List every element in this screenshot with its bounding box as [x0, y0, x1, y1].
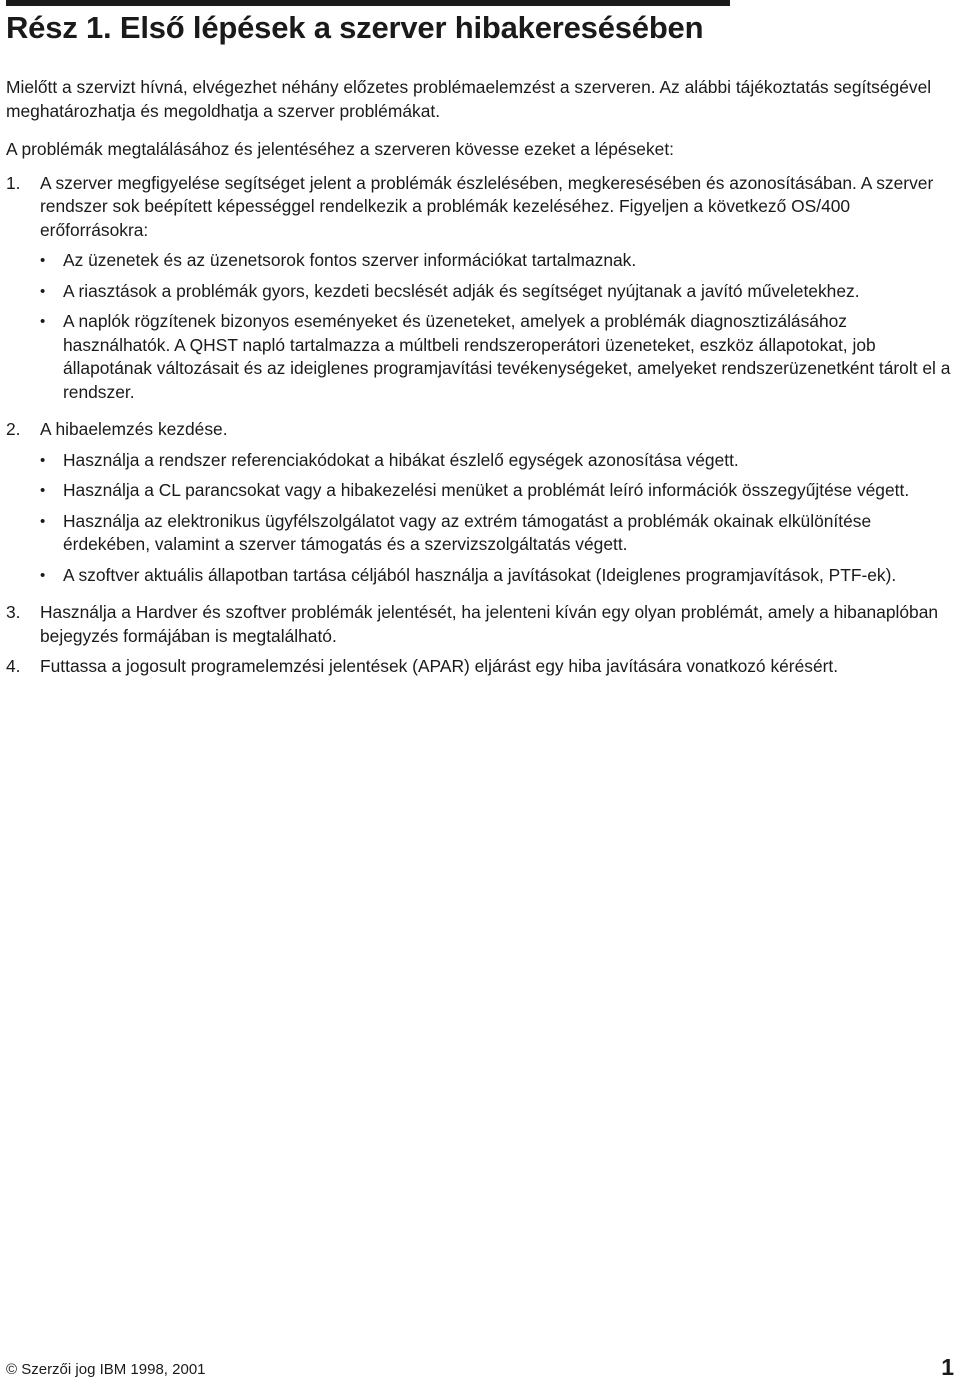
bullet-text: A riasztások a problémák gyors, kezdeti becslését adják és segítséget nyújtanak a javító műveletekhez.: [63, 280, 860, 301]
bullet-item: [40, 249, 956, 273]
step-number: 3.: [6, 602, 21, 622]
step-number: 1.: [6, 172, 21, 193]
step-text: A hibaelemzés kezdése.: [40, 419, 228, 439]
bullet-icon: •: [40, 512, 46, 530]
intro-paragraph: Mielőtt a szervizt hívná, elvégezhet néhány előzetes problémaelemzést a szerveren. Az alábbi tájékoztatás segítségével meghatározhatja és megoldhatja a szerver problémákat.: [6, 77, 932, 121]
step-item: [6, 172, 956, 412]
document-body: [6, 76, 956, 686]
lead-paragraph: A problémák megtalálásához és jelentéséhez a szerveren kövesse ezeket a lépéseket:: [6, 139, 674, 159]
bullet-text: Használja a CL parancsokat vagy a hibakezelési menüket a problémát leíró információk összegyűjtése végett.: [63, 480, 910, 500]
step-item: [6, 601, 956, 648]
bullet-item: [40, 479, 956, 503]
bullet-item: [40, 449, 956, 473]
bullet-text: A szoftver aktuális állapotban tartása céljából használja a javításokat (Ideiglenes programjavítások, PTF-ek).: [63, 564, 897, 585]
bullet-item: [40, 564, 956, 588]
bullet-text: Használja a rendszer referenciakódokat a hibákat észlelő egységek azonosítása végett.: [63, 449, 739, 470]
bullet-icon: •: [40, 252, 46, 269]
bullet-text: A naplók rögzítenek bizonyos eseményeket és üzeneteket, amelyek a problémák diagnosztizálásához használhatók. A QHST napló tartalmazza a múltbeli rendszeroperátori üzeneteket, eszköz állapotokat, job állapotának változásait és az ideiglenes programjavítási tevékenységeket, amelyeket rendszerüzenetként tárolt el a rendszer.: [63, 311, 951, 402]
bullet-item: [40, 310, 956, 404]
step-number: 2.: [6, 419, 21, 439]
step-number: 4.: [6, 656, 21, 676]
bullet-icon: •: [40, 451, 46, 469]
bullet-icon: •: [40, 282, 46, 300]
step-item: [6, 418, 956, 594]
page-title: Rész 1. Első lépések a szerver hibakeresésében: [6, 10, 704, 45]
bullet-list: [40, 449, 956, 588]
bullet-item: [40, 280, 956, 304]
bullet-text: Használja az elektronikus ügyfélszolgálatot vagy az extrém támogatást a problémák okainak elkülönítése érdekében, valamint a szerver támogatás és a szervizszolgáltatás végett.: [63, 510, 872, 554]
copyright-notice: © Szerzői jog IBM 1998, 2001: [6, 1361, 206, 1378]
step-text: Használja a Hardver és szoftver problémák jelentését, ha jelenteni kíván egy olyan problémát, amely a hibanaplóban bejegyzés formájában is megtalálható.: [40, 602, 939, 646]
page-number: 1: [941, 1354, 954, 1380]
header-rule: [6, 0, 730, 6]
step-text: Futtassa a jogosult programelemzési jelentések (APAR) eljárást egy hiba javítására vonatkozó kérésért.: [40, 656, 839, 676]
bullet-list: [40, 249, 956, 404]
bullet-icon: •: [40, 482, 46, 499]
bullet-item: [40, 510, 956, 557]
bullet-icon: •: [40, 313, 46, 330]
step-item: [6, 655, 956, 679]
steps-list: [6, 172, 956, 679]
bullet-text: Az üzenetek és az üzenetsorok fontos szerver információkat tartalmaznak.: [63, 250, 637, 270]
bullet-icon: •: [40, 566, 46, 584]
step-text: A szerver megfigyelése segítséget jelent a problémák észlelésében, megkeresésében és azonosításában. A szerver rendszer sok beépített képességgel rendelkezik a problémák kezeléséhez. Figyeljen a következő OS/400 erőforrásokra:: [40, 172, 934, 240]
